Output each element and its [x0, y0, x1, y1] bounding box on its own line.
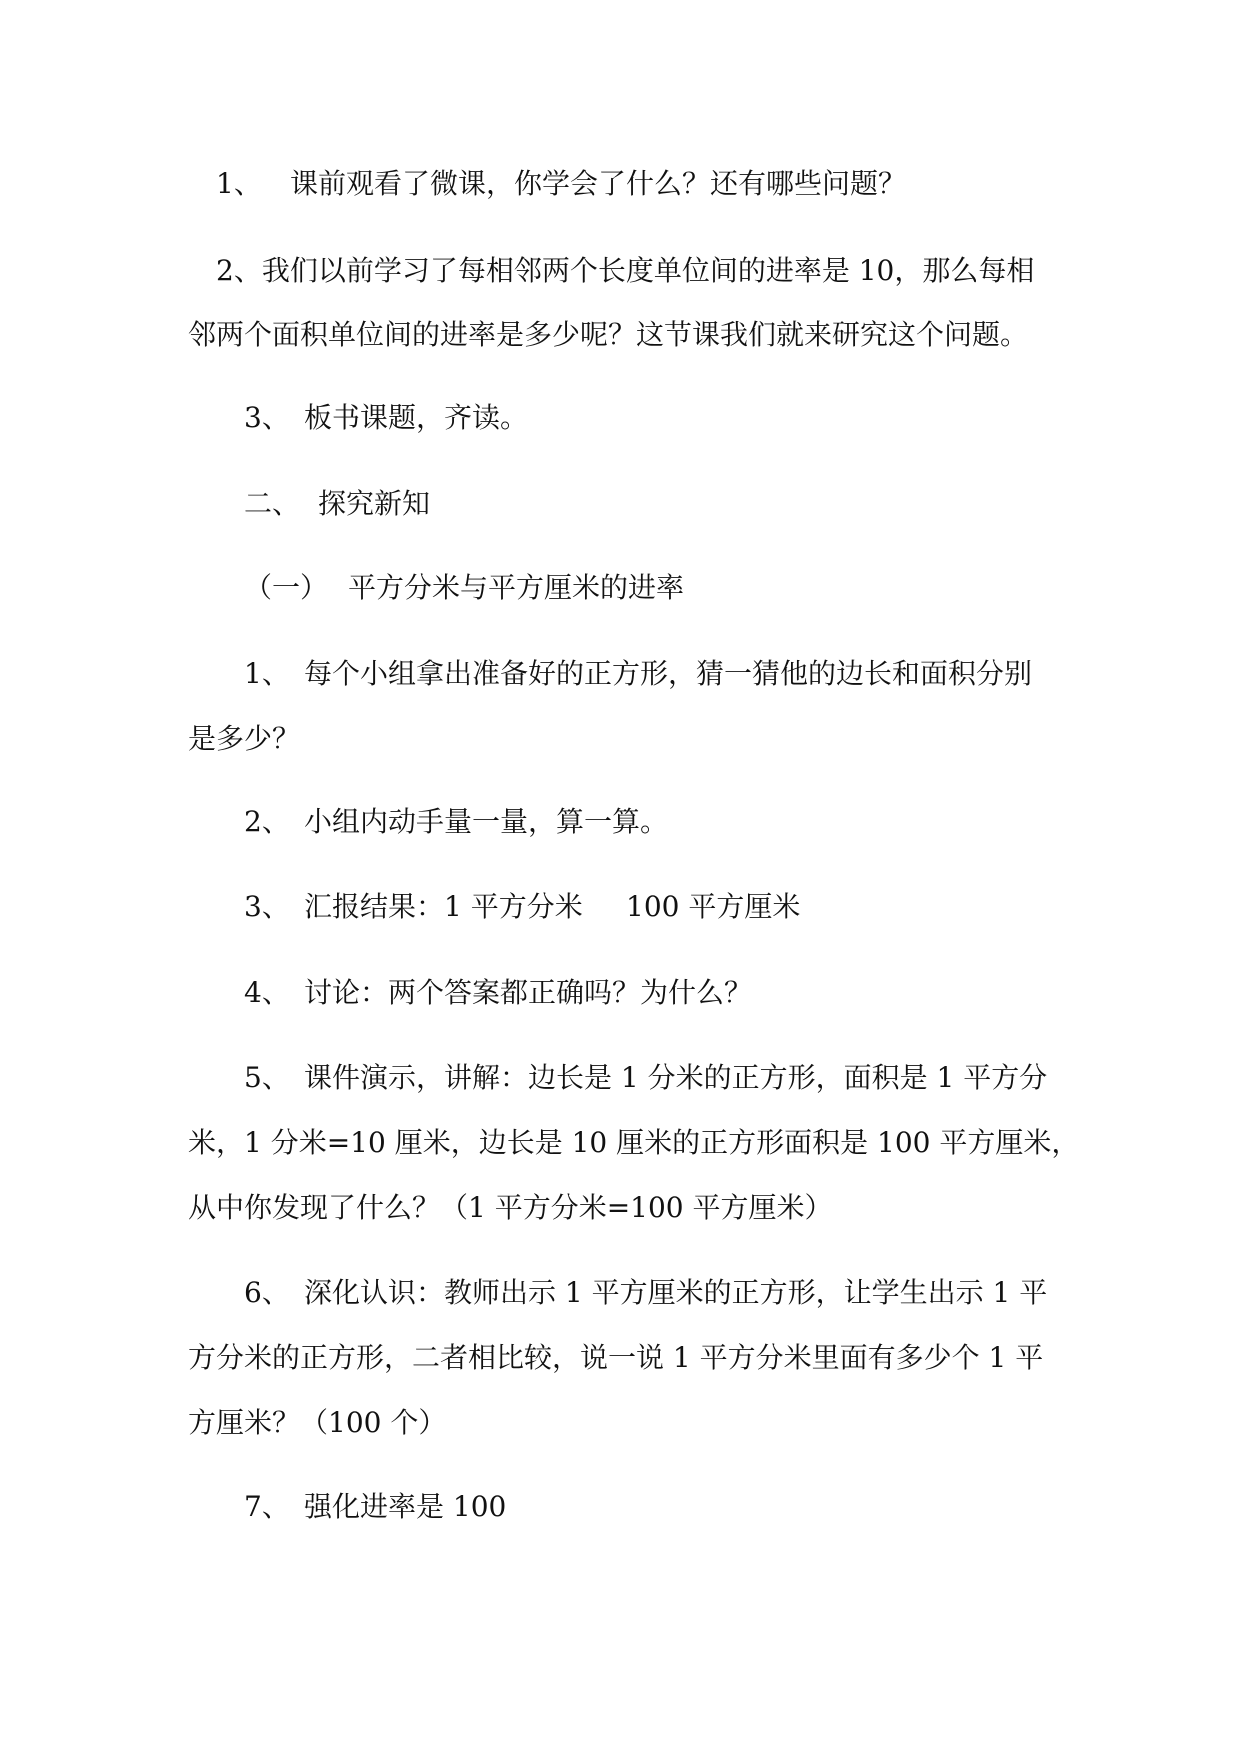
step-3: [244, 890, 583, 924]
step-text: 每个小组拿出准备好的正方形，猜一猜他的边长和面积分别: [304, 657, 1033, 690]
subsection-title: 平方分米与平方厘米的进率: [348, 571, 685, 604]
step-text: 强化进率是 100: [304, 1490, 507, 1523]
step-text: 讨论：两个答案都正确吗？为什么？: [304, 976, 753, 1009]
step-number: 4、: [244, 976, 290, 1009]
step-2: [244, 805, 668, 839]
step-number: 6、: [244, 1276, 290, 1309]
item-2-line-1: [216, 254, 1034, 288]
step-text: 方厘米？（100 个）: [188, 1406, 447, 1439]
step-number: 3、: [244, 890, 290, 923]
item-3: [244, 401, 528, 435]
step-text: 深化认识：教师出示 1 平方厘米的正方形，让学生出示 1 平: [304, 1276, 1048, 1309]
step-text: 是多少？: [188, 722, 301, 755]
step-number: 1、: [244, 657, 290, 690]
step-5-line-1: [244, 1061, 1047, 1095]
section-heading: [244, 487, 430, 521]
item-2-line-2: [188, 318, 1028, 352]
item-number: 1、: [216, 167, 262, 200]
step-text: 小组内动手量一量，算一算。: [304, 805, 669, 838]
step-text: 课件演示，讲解：边长是 1 分米的正方形，面积是 1 平方分: [304, 1061, 1048, 1094]
step-number: 5、: [244, 1061, 290, 1094]
step-7: [244, 1490, 506, 1524]
step-number: 7、: [244, 1490, 290, 1523]
step-text: 从中你发现了什么？（1 平方分米=100 平方厘米）: [188, 1191, 833, 1224]
step-6-line-1: [244, 1276, 1047, 1310]
item-text: 邻两个面积单位间的进率是多少呢？这节课我们就来研究这个问题。: [188, 318, 1029, 351]
step-5-line-2: [188, 1126, 1079, 1160]
step-text: 100 平方厘米: [626, 890, 801, 923]
step-1-line-2: [188, 722, 300, 756]
step-1-line-1: [244, 657, 1032, 691]
step-text: 米，1 分米=10 厘米，边长是 10 厘米的正方形面积是 100 平方厘米，: [188, 1126, 1080, 1159]
step-4: [244, 976, 752, 1010]
step-number: 2、: [244, 805, 290, 838]
item-text: 2、我们以前学习了每相邻两个长度单位间的进率是 10，那么每相: [216, 254, 1035, 287]
step-3-answer-2: [626, 890, 800, 924]
step-text: 方分米的正方形，二者相比较，说一说 1 平方分米里面有多少个 1 平: [188, 1341, 1044, 1374]
step-6-line-2: [188, 1341, 1043, 1375]
item-number: 3、: [244, 401, 290, 434]
step-text: 汇报结果：1 平方分米: [304, 890, 583, 923]
item-1: [216, 167, 906, 201]
subsection-heading: [244, 571, 684, 605]
item-text: 课前观看了微课，你学会了什么？还有哪些问题？: [290, 167, 907, 200]
section-title: 探究新知: [318, 487, 431, 520]
section-number: 二、: [244, 487, 301, 520]
step-6-line-3: [188, 1406, 446, 1440]
subsection-number: （一）: [244, 571, 329, 604]
item-text: 板书课题，齐读。: [304, 401, 529, 434]
step-5-line-3: [188, 1191, 833, 1225]
